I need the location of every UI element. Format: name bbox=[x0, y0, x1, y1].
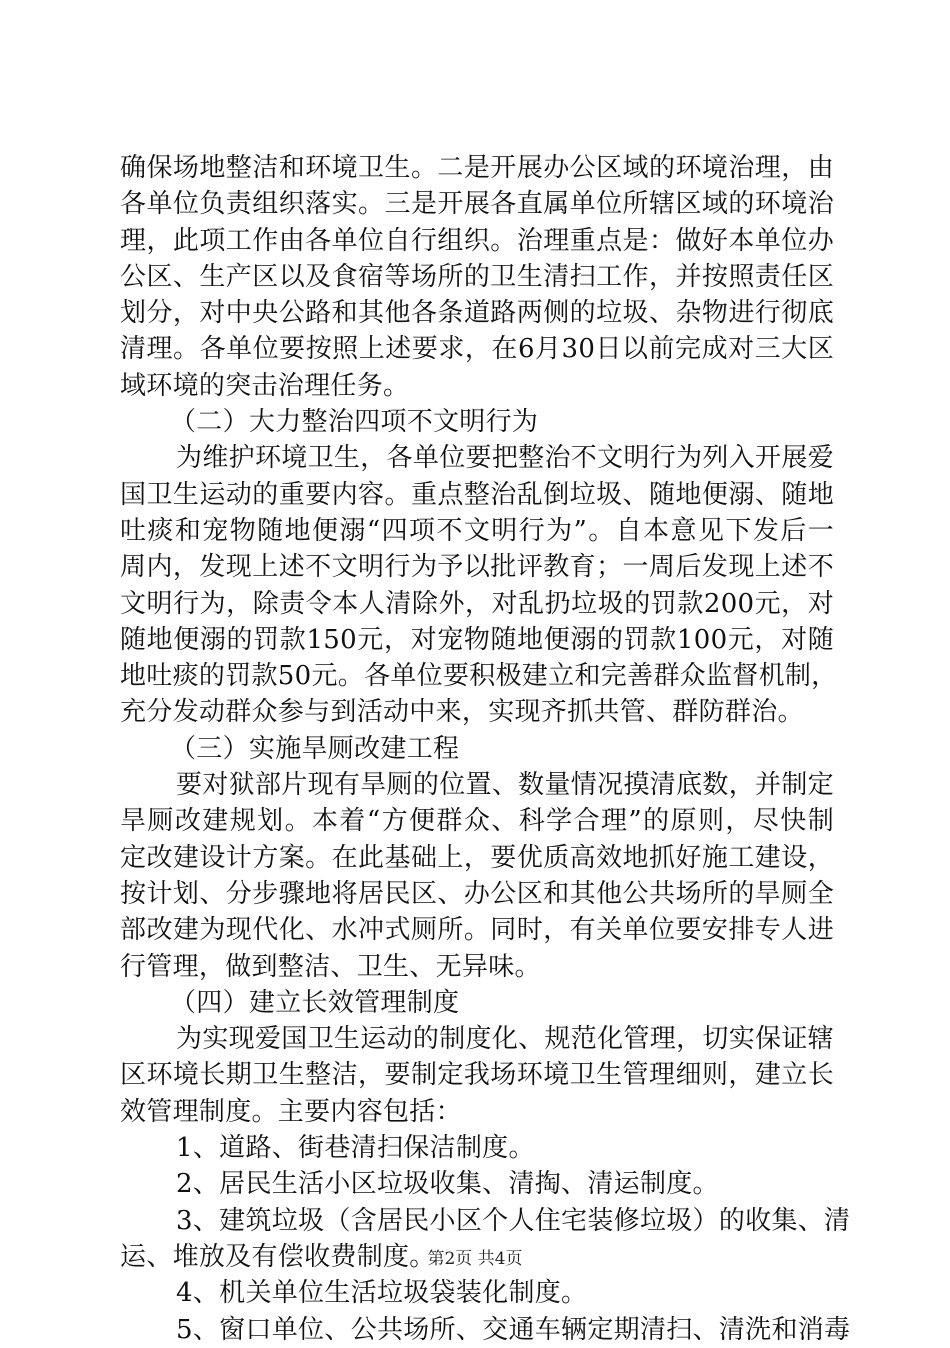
section-heading: （四）建立长效管理制度 bbox=[170, 987, 460, 1018]
text-line: 定改建设计方案。在此基础上，要优质高效地抓好施工建设， bbox=[120, 842, 834, 873]
text-line: 要对狱部片现有旱厕的位置、数量情况摸清底数，并制定 bbox=[176, 770, 834, 801]
text-line: 确保场地整洁和环境卫生。二是开展办公区域的环境治理，由 bbox=[120, 153, 834, 183]
text-line: 地吐痰的罚款50元。各单位要积极建立和完善群众监督机制， bbox=[120, 661, 838, 692]
text-line: 运、堆放及有偿收费制度。 bbox=[120, 1241, 436, 1272]
text-line: 为实现爱国卫生运动的制度化、规范化管理，切实保证辖 bbox=[176, 1024, 834, 1055]
text-line: 为维护环境卫生，各单位要把整治不文明行为列入开展爱 bbox=[176, 443, 834, 474]
section-heading: （三）实施旱厕改建工程 bbox=[170, 733, 460, 764]
text-line: 公区、生产区以及食宿等场所的卫生清扫工作，并按照责任区 bbox=[120, 261, 834, 292]
text-line: 行管理，做到整洁、卫生、无异味。 bbox=[120, 951, 541, 982]
text-line: 文明行为，除责令本人清除外，对乱扔垃圾的罚款200元，对 bbox=[120, 588, 834, 619]
text-line: 旱厕改建规划。本着“方便群众、科学合理”的原则，尽快制 bbox=[120, 806, 834, 837]
text-line: 划分，对中央公路和其他各条道路两侧的垃圾、杂物进行彻底 bbox=[120, 298, 834, 329]
text-line: 各单位负责组织落实。三是开展各直属单位所辖区域的环境治 bbox=[120, 189, 834, 220]
text-line: 清理。各单位要按照上述要求，在6月30日以前完成对三大区 bbox=[120, 334, 834, 365]
list-item: 4、机关单位生活垃圾袋装化制度。 bbox=[176, 1278, 588, 1309]
text-line: 随地便溺的罚款150元，对宠物随地便溺的罚款100元，对随 bbox=[120, 624, 834, 655]
section-heading: （二）大力整治四项不文明行为 bbox=[170, 407, 539, 438]
text-line: 效管理制度。主要内容包括： bbox=[120, 1096, 462, 1127]
text-line: 按计划、分步骤地将居民区、办公区和其他公共场所的旱厕全 bbox=[120, 878, 834, 909]
text-line: 理，此项工作由各单位自行组织。治理重点是：做好本单位办 bbox=[120, 225, 834, 256]
list-item: 3、建筑垃圾（含居民小区个人住宅装修垃圾）的收集、清 bbox=[176, 1205, 851, 1236]
text-line: 域环境的突击治理任务。 bbox=[120, 370, 410, 401]
list-item: 2、居民生活小区垃圾收集、清掏、清运制度。 bbox=[176, 1169, 719, 1200]
text-line: 国卫生运动的重要内容。重点整治乱倒垃圾、随地便溺、随地 bbox=[120, 479, 834, 510]
text-line: 区环境长期卫生整洁，要制定我场环境卫生管理细则，建立长 bbox=[120, 1060, 834, 1091]
text-line: 周内，发现上述不文明行为予以批评教育；一周后发现上述不 bbox=[120, 552, 834, 583]
page-footer: 第2页 共4页 bbox=[427, 1249, 523, 1269]
list-item: 5、窗口单位、公共场所、交通车辆定期清扫、清洗和消毒 bbox=[176, 1314, 851, 1345]
text-line: 吐痰和宠物随地便溺“四项不文明行为”。自本意见下发后一 bbox=[120, 515, 834, 546]
list-item: 1、道路、街巷清扫保洁制度。 bbox=[176, 1133, 535, 1164]
body-text bbox=[120, 150, 851, 1348]
text-line: 充分发动群众参与到活动中来，实现齐抓共管、群防群治。 bbox=[120, 697, 804, 728]
text-line: 部改建为现代化、水冲式厕所。同时，有关单位要安排专人进 bbox=[120, 915, 834, 946]
